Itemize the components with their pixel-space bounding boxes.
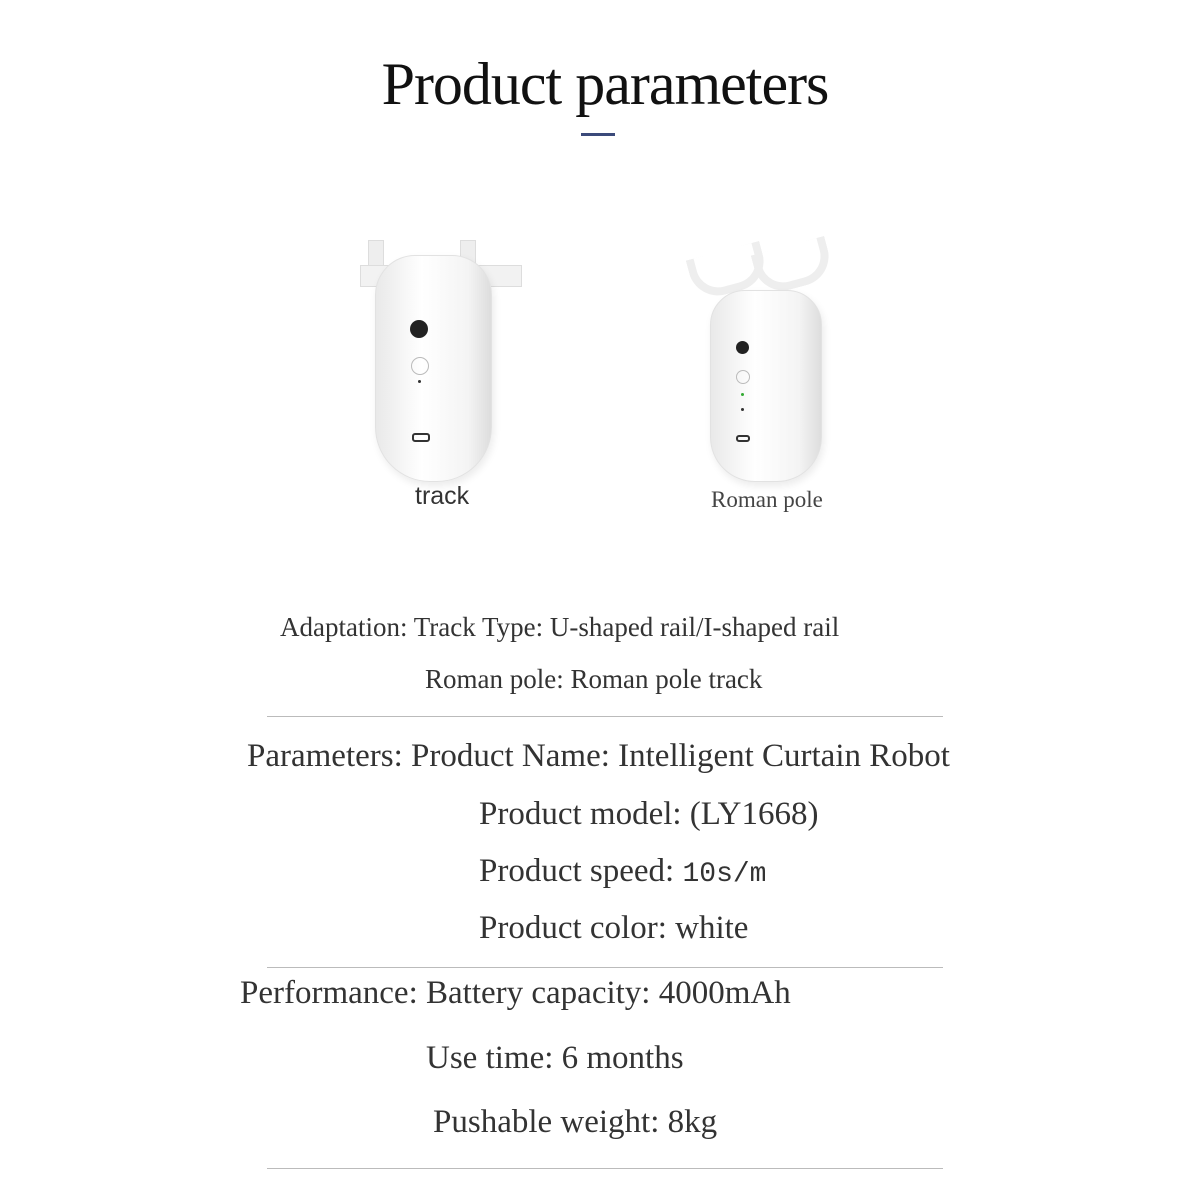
use-time: Use time: 6 months bbox=[426, 1040, 684, 1076]
speed-label: Product speed: bbox=[479, 853, 675, 889]
battery-capacity: Performance: Battery capacity: 4000mAh bbox=[240, 975, 791, 1011]
product-name: Parameters: Product Name: Intelligent Curtain Robot bbox=[247, 738, 950, 774]
adaptation-roman-pole: Roman pole: Roman pole track bbox=[425, 664, 763, 694]
pushable-weight: Pushable weight: 8kg bbox=[433, 1104, 718, 1140]
speed-value: 10s/m bbox=[682, 859, 767, 890]
roman-pole-robot-image bbox=[690, 230, 840, 480]
roman-pole-label: Roman pole bbox=[711, 487, 823, 512]
product-speed bbox=[479, 853, 766, 890]
title-underline bbox=[581, 133, 615, 136]
track-label: track bbox=[415, 482, 470, 510]
divider bbox=[267, 716, 943, 717]
product-model: Product model: (LY1668) bbox=[479, 796, 819, 832]
adaptation-line: Adaptation: Track Type: U-shaped rail/I-shaped rail bbox=[280, 612, 840, 642]
page-title: Product parameters bbox=[381, 51, 829, 117]
divider bbox=[267, 967, 943, 968]
divider bbox=[267, 1168, 943, 1169]
product-color: Product color: white bbox=[479, 910, 749, 946]
track-robot-image bbox=[360, 240, 530, 480]
